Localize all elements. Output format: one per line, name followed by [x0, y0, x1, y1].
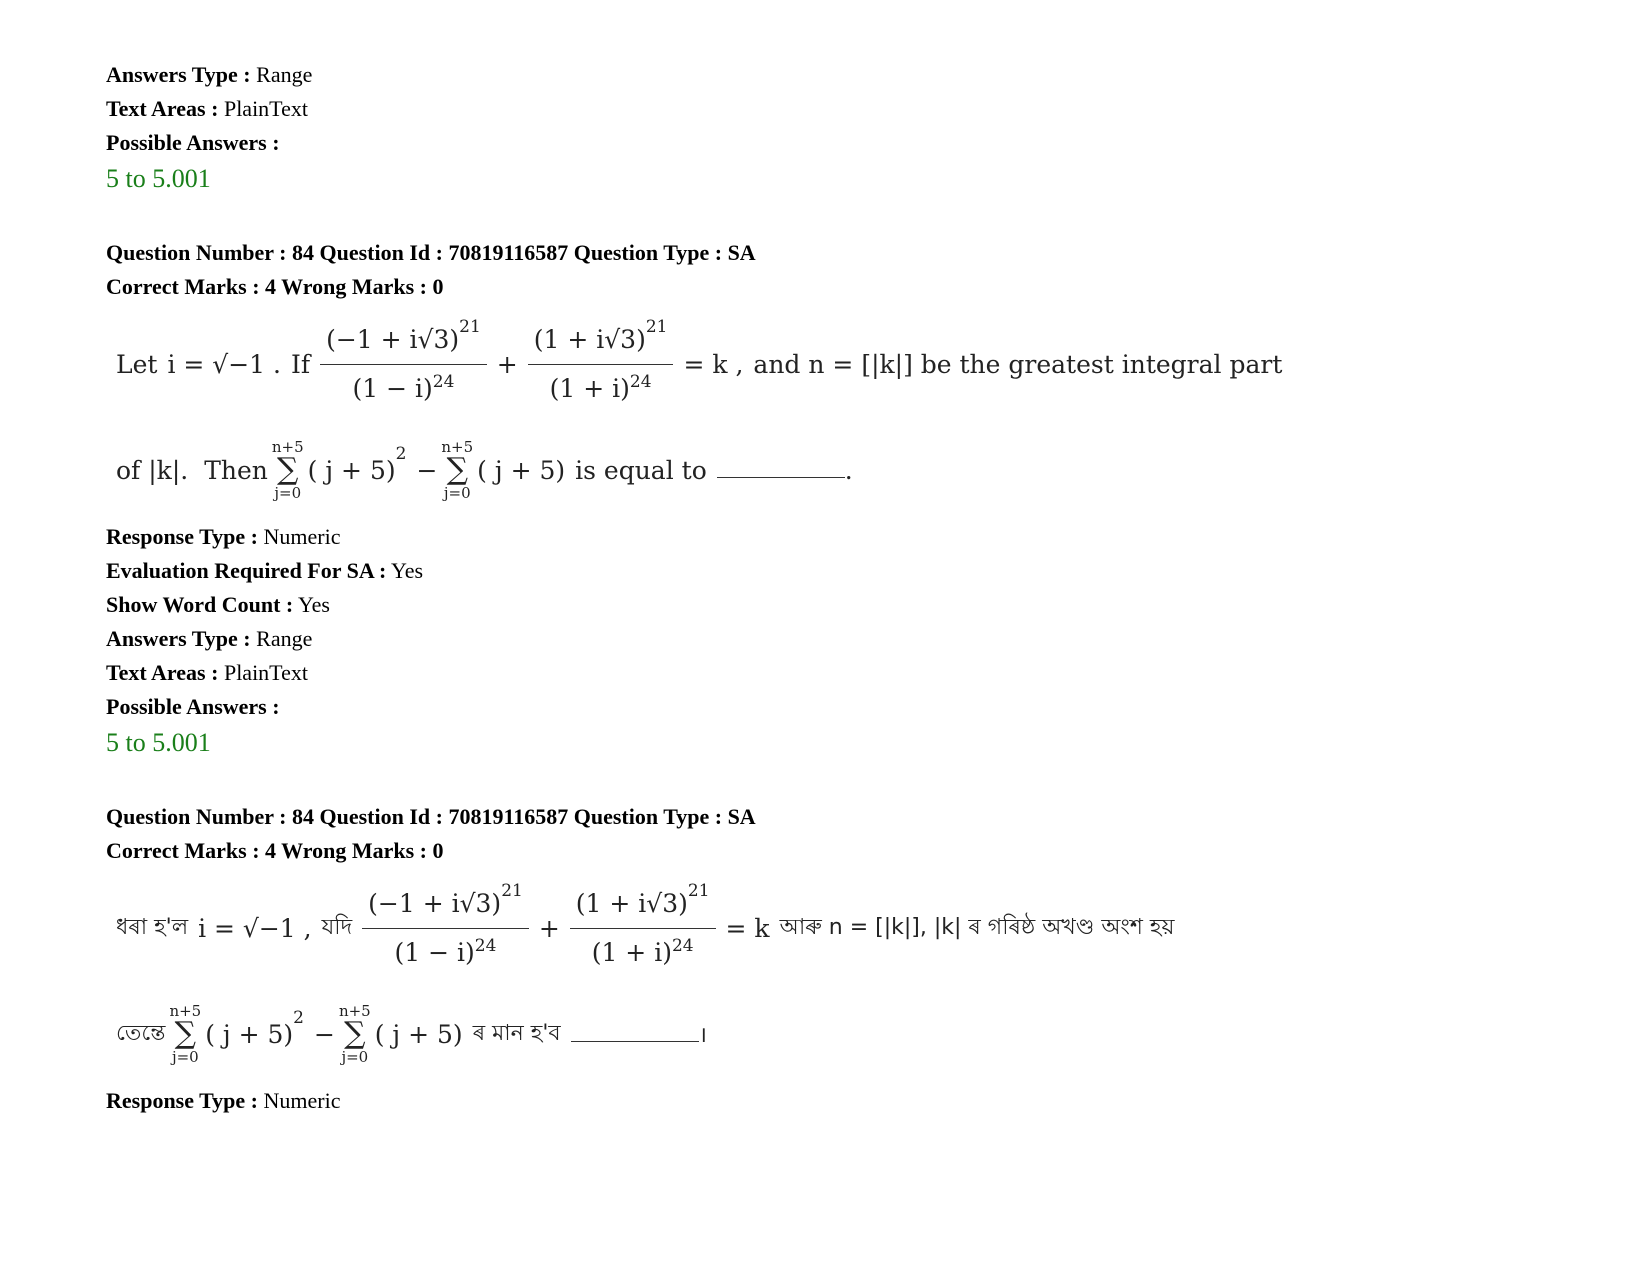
question-math-line-2 — [106, 420, 1546, 520]
math-plus: + — [538, 913, 560, 943]
fraction-1-numerator-exponent: 21 — [459, 316, 481, 337]
text-areas-value: PlainText — [223, 660, 308, 685]
summation-2-term: ( j + 5) — [477, 455, 566, 485]
text-areas-label: Text Areas : — [106, 96, 219, 121]
summation-2-lower: j=0 — [341, 1048, 369, 1066]
answers-type-row — [106, 622, 1546, 656]
show-word-count-label: Show Word Count : — [106, 592, 294, 617]
possible-answer-value: 5 to 5.001 — [106, 728, 211, 757]
summation-1-lower: j=0 — [274, 484, 302, 502]
text-areas-row — [106, 92, 1546, 126]
fraction-2-numerator-exponent: 21 — [645, 316, 668, 337]
math-is-equal-to: ৰ মান হ'ব — [472, 1020, 561, 1046]
sigma-icon: ∑ — [344, 1016, 366, 1051]
sigma-icon: ∑ — [446, 452, 468, 487]
summation-2 — [339, 1003, 371, 1065]
possible-answers-row — [106, 126, 1546, 160]
response-type-label: Response Type : — [106, 1088, 258, 1113]
fraction-1-numerator: (−1 + i√3) — [368, 888, 502, 918]
summation-2-lower: j=0 — [443, 484, 471, 502]
math-then: তেন্তে — [116, 1020, 166, 1046]
summation-2-upper: n+5 — [441, 438, 474, 456]
answers-type-label: Answers Type : — [106, 62, 251, 87]
math-tail-text: আৰু n = [|k|], |k| ৰ গৰিষ্ঠ অখণ্ড অংশ হয় — [779, 914, 1175, 940]
question-math-line-2-assamese — [106, 984, 1546, 1084]
fraction-1-numerator: (−1 + i√3) — [326, 324, 460, 354]
evaluation-required-label: Evaluation Required For SA : — [106, 558, 387, 583]
sigma-icon: ∑ — [277, 452, 299, 487]
summation-2-term: ( j + 5) — [374, 1019, 463, 1049]
question-marks: Correct Marks : 4 Wrong Marks : 0 — [106, 274, 444, 299]
possible-answers-row — [106, 690, 1546, 724]
fraction-2-numerator-exponent: 21 — [687, 880, 710, 901]
fraction-1-numerator-exponent: 21 — [501, 880, 523, 901]
answers-type-value: Range — [256, 62, 313, 87]
question-header: Question Number : 84 Question Id : 70819116587 Question Type : SA — [106, 804, 756, 829]
math-minus: − — [416, 455, 438, 485]
evaluation-required-row — [106, 554, 1546, 588]
response-type-row — [106, 1084, 1546, 1118]
fraction-2 — [570, 880, 716, 977]
fraction-2 — [528, 316, 674, 413]
math-i-definition: i = √−1 . — [167, 349, 281, 379]
math-period: । — [698, 1023, 707, 1048]
sigma-icon: ∑ — [174, 1016, 197, 1051]
math-equals-k: = k , — [683, 349, 744, 379]
response-type-value: Numeric — [263, 1088, 341, 1113]
possible-answers-label: Possible Answers : — [106, 130, 280, 155]
summation-1-term: ( j + 5) — [205, 1019, 294, 1049]
fraction-1-denominator: (1 − i) — [352, 373, 433, 403]
summation-1-term: ( j + 5) — [307, 455, 396, 485]
answers-type-label: Answers Type : — [106, 626, 251, 651]
answers-type-row — [106, 58, 1546, 92]
summation-1-upper: n+5 — [169, 1002, 202, 1020]
evaluation-required-value: Yes — [391, 558, 424, 583]
fraction-1-denominator-exponent: 24 — [432, 371, 455, 392]
question-math-line-1-assamese — [106, 872, 1546, 984]
fraction-1 — [320, 316, 487, 413]
summation-1 — [169, 1003, 201, 1065]
summation-1 — [272, 439, 304, 501]
summation-1-upper: n+5 — [271, 438, 304, 456]
summation-2 — [441, 439, 473, 501]
answer-blank — [717, 463, 845, 478]
math-period: . — [844, 455, 853, 485]
possible-answers-label: Possible Answers : — [106, 694, 280, 719]
summation-1-lower: j=0 — [171, 1048, 199, 1066]
fraction-1-denominator: (1 − i) — [394, 937, 475, 967]
show-word-count-value: Yes — [297, 592, 330, 617]
possible-answer-value: 5 to 5.001 — [106, 164, 211, 193]
question-header: Question Number : 84 Question Id : 70819116587 Question Type : SA — [106, 240, 756, 265]
math-equals-k: = k — [725, 913, 770, 943]
text-areas-label: Text Areas : — [106, 660, 219, 685]
summation-2-upper: n+5 — [338, 1002, 371, 1020]
fraction-1-denominator-exponent: 24 — [474, 935, 497, 956]
math-let: ধৰা হ'ল — [116, 914, 189, 940]
math-then: Then — [204, 455, 268, 485]
fraction-2-denominator: (1 + i) — [549, 373, 630, 403]
text-areas-value: PlainText — [223, 96, 308, 121]
answers-type-value: Range — [256, 626, 313, 651]
math-let: Let — [116, 349, 158, 379]
answer-blank — [571, 1027, 699, 1042]
fraction-2-denominator-exponent: 24 — [629, 371, 652, 392]
fraction-1 — [362, 880, 529, 977]
math-plus: + — [496, 349, 518, 379]
document-page — [106, 58, 1546, 1118]
math-i-definition: i = √−1 , — [198, 913, 312, 943]
math-minus: − — [314, 1019, 335, 1049]
response-type-row — [106, 520, 1546, 554]
question-math-line-1 — [106, 308, 1546, 420]
summation-1-term-exponent: 2 — [293, 1008, 304, 1028]
response-type-value: Numeric — [263, 524, 341, 549]
show-word-count-row — [106, 588, 1546, 622]
fraction-2-denominator-exponent: 24 — [671, 935, 694, 956]
fraction-2-numerator: (1 + i√3) — [575, 888, 688, 918]
summation-1-term-exponent: 2 — [395, 444, 407, 464]
math-tail-text: and n = [|k|] be the greatest integral part — [753, 349, 1283, 379]
math-of-k: of |k|. — [116, 455, 189, 485]
response-type-label: Response Type : — [106, 524, 258, 549]
math-if: যদি — [321, 914, 353, 940]
fraction-2-denominator: (1 + i) — [591, 937, 672, 967]
fraction-2-numerator: (1 + i√3) — [533, 324, 646, 354]
question-marks: Correct Marks : 4 Wrong Marks : 0 — [106, 838, 444, 863]
math-if: If — [290, 349, 311, 379]
math-is-equal-to: is equal to — [575, 455, 707, 485]
text-areas-row — [106, 656, 1546, 690]
